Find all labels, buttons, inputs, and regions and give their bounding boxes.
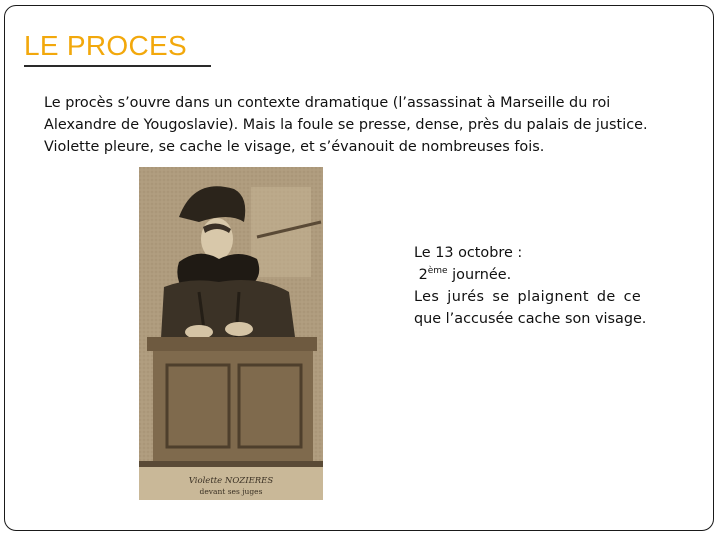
- intro-line-1: Le procès s’ouvre dans un contexte dramatique (l’assassinat à Marseille du roi: [44, 95, 611, 111]
- photo-caption-line-2: devant ses juges: [199, 487, 263, 496]
- newspaper-photo-drawing: [139, 167, 323, 500]
- caption-day-word: journée.: [447, 267, 512, 283]
- intro-paragraph: [44, 92, 694, 158]
- caption-day-number: 2: [418, 267, 428, 283]
- intro-line-2: Alexandre de Yougoslavie). Mais la foule se presse, dense, près du palais de justice.: [44, 117, 648, 133]
- photo-caption-line-1: Violette NOZIERES: [188, 476, 274, 486]
- newspaper-photo: [139, 167, 323, 500]
- caption-date: Le 13 octobre :: [414, 245, 523, 261]
- intro-line-3: Violette pleure, se cache le visage, et s’évanouit de nombreuses fois.: [44, 139, 545, 155]
- title-underline: [24, 65, 211, 67]
- slide-title: LE PROCES: [24, 30, 187, 61]
- caption-day-suffix: ème: [427, 266, 448, 276]
- caption-line-4: que l’accusée cache son visage.: [414, 311, 647, 327]
- caption-day: [414, 264, 654, 286]
- caption-block: [414, 242, 654, 330]
- caption-line-3: Les jurés se plaignent de ce: [414, 289, 642, 305]
